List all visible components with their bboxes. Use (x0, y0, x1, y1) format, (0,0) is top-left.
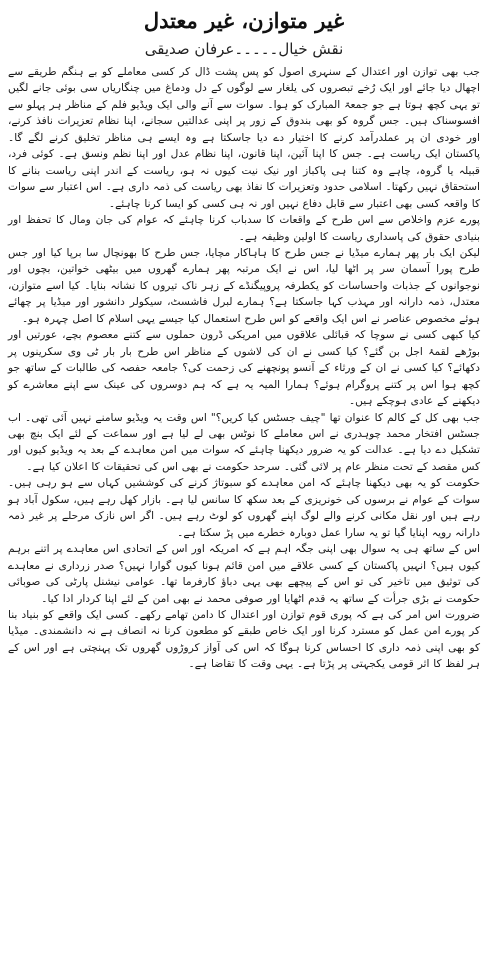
article-paragraph: پورے عزم واخلاص سے اس طرح کے واقعات کا سدباب کرنا چاہئے کہ عوام کی جان ومال کا تحفظ اور بنیادی حقوق کی پاسداری ریاست کا اولین وظیفہ ہے۔ (8, 214, 480, 243)
article-body (8, 64, 480, 673)
article-byline: نقش خیال۔۔۔۔۔عرفان صدیقی (144, 40, 344, 58)
article-paragraph: ضرورت اس امر کی ہے کہ پوری قوم توازن اور اعتدال کا دامن تھامے رکھے۔ کسی ایک واقعے کو بنیاد بنا کر پورے امن عمل کو مسترد کرنا اور ایک خاص طبقے کو مطعون کرنا نہ انصاف ہے نہ دانشمندی۔ میڈیا کو بھی اپنی ذمہ داری کا احساس کرنا ہوگا کہ اس کی آواز کروڑوں گھروں تک پہنچتی ہے اور اس کے ہر لفظ کا اثر قومی یکجہتی پر پڑتا ہے۔ یہی وقت کا تقاضا ہے۔ (8, 608, 480, 671)
article-paragraph: کیا کبھی کسی نے سوچا کہ قبائلی علاقوں میں امریکی ڈرون حملوں سے کتنے معصوم بچے، عورتیں اور بوڑھے لقمۂ اجل بن گئے؟ کیا کسی نے ان کی لاشوں کے مناظر اس طرح بار بار ٹی وی سکرینوں پر دکھائے؟ کیا کسی نے ان کے ورثاء کے آنسو پونچھنے کی زحمت کی؟ جامعہ حفصہ کی طالبات کے ساتھ جو کچھ ہوا اس پر کتنے پروگرام ہوئے؟ ہمارا المیہ یہ ہے کہ ہم دوسروں کی عینک سے اپنے معاشرے کو دیکھنے کے عادی ہوچکے ہیں۔ (8, 329, 480, 408)
article-paragraph: لیکن ایک بار پھر ہمارے میڈیا نے جس طرح کا ہاہاکار مچایا، جس طرح کا بھونچال سا برپا کیا اور جس طرح پورا آسمان سر پر اٹھا لیا، اس نے ایک مرتبہ پھر ہمارے گھروں میں بیٹھی خواتین، بچوں اور نوجوانوں کے جذبات واحساسات کو یکطرفہ پروپیگنڈے کے زہر ناک تیروں کا نشانہ بنایا۔ کیا اسے متوازن، معتدل، ذمہ دارانہ اور مہذب کہا جاسکتا ہے؟ ہمارے لبرل فاشسٹ، سیکولر دانشور اور میڈیا پر چھائے ہوئے مخصوص عناصر نے اس ایک واقعے کو اس طرح استعمال کیا جیسے یہی اسلام کا اصل چہرہ ہو۔ (8, 246, 480, 325)
article-paragraph: جب بھی کل کے کالم کا عنوان تھا "چیف جسٹس کیا کریں؟" اس وقت یہ ویڈیو سامنے نہیں آئی تھی۔ اب جسٹس افتخار محمد چوہدری نے اس معاملے کا نوٹس بھی لے لیا ہے اور سماعت کے لئے ایک بنچ بھی تشکیل دے دیا ہے۔ عدالت کو یہ ضرور دیکھنا چاہئے کہ سوات میں امن معاہدے کے بعد یہ ویڈیو کیوں اور کس مقصد کے تحت منظر عام پر لائی گئی۔ سرحد حکومت نے بھی اس کی تحقیقات کا اعلان کیا ہے۔ (8, 411, 480, 473)
article-paragraph: اس کے ساتھ ہی یہ سوال بھی اپنی جگہ اہم ہے کہ امریکہ اور اس کے اتحادی اس معاہدے پر اتنے برہم کیوں ہیں؟ انہیں پاکستان کے کسی علاقے میں امن قائم ہونا کیوں گوارا نہیں؟ صدر زرداری نے معاہدے کی توثیق میں تاخیر کی تو اس کے پیچھے بھی یہی دباؤ کارفرما تھا۔ عوامی نیشنل پارٹی کی صوبائی حکومت نے بڑی جرأت کے ساتھ یہ قدم اٹھایا اور صوفی محمد نے بھی امن کے لئے اپنا کردار ادا کیا۔ (8, 543, 480, 605)
article-paragraph: جب بھی توازن اور اعتدال کے سنہری اصول کو پس پشت ڈال کر کسی معاملے کو بے ہنگم طریقے سے اچھال دیا جائے اور ایک رُخے تبصروں کی یلغار سے لوگوں کے دل ودماغ میں چنگاریاں سی بوئی جانے لگیں تو یہی کچھ ہوتا ہے جو جمعۃ المبارک کو ہوا۔ سوات سے آنے والی ایک ویڈیو فلم کے مناظر ہر پہلو سے افسوسناک ہیں۔ جس گروہ کو بھی بندوق کے زور پر اپنی عدالتیں سجانے، اپنا نظام تعزیرات نافذ کرنے، اور خودی ان پر عملدرآمد کرنے کا اختیار دے دیا جاسکتا ہے وہ ایسے ہی مناظر تخلیق کرنے لگے گا۔ پاکستان ایک ریاست ہے۔ جس کا اپنا آئین، اپنا قانون، اپنا نظام عدل اور اپنا نظم ونسق ہے۔ کوئی فرد، قبیلہ یا گروہ، چاہے وہ کتنا ہی پاکباز اور نیک نیت کیوں نہ ہو، ریاست کے اندر اپنی ریاست بنانے کا استحقاق نہیں رکھتا۔ اسلامی حدود وتعزیرات کا نفاذ بھی ریاست کی ذمہ داری ہے۔ اس اعتبار سے سوات کا واقعہ کسی بھی اعتبار سے قابل دفاع نہیں اور نہ ہی کسی کو ایسا کرنا چاہئے۔ (8, 66, 480, 210)
article-headline: غیر متوازن، غیر معتدل (143, 8, 345, 33)
article-paragraph: حکومت کو یہ بھی دیکھنا چاہئے کہ امن معاہدے کو سبوتاژ کرنے کی کوششیں کہاں سے ہو رہی ہیں۔ سوات کے عوام نے برسوں کی خونریزی کے بعد سکھ کا سانس لیا ہے۔ بازار کھل رہے ہیں، سکول آباد ہو رہے ہیں اور نقل مکانی کرنے والے لوگ اپنے گھروں کو لوٹ رہے ہیں۔ اگر اس نازک مرحلے پر غیر ذمہ دارانہ رویہ اپنایا گیا تو یہ سارا عمل دوبارہ خطرے میں پڑ سکتا ہے۔ (8, 477, 480, 539)
